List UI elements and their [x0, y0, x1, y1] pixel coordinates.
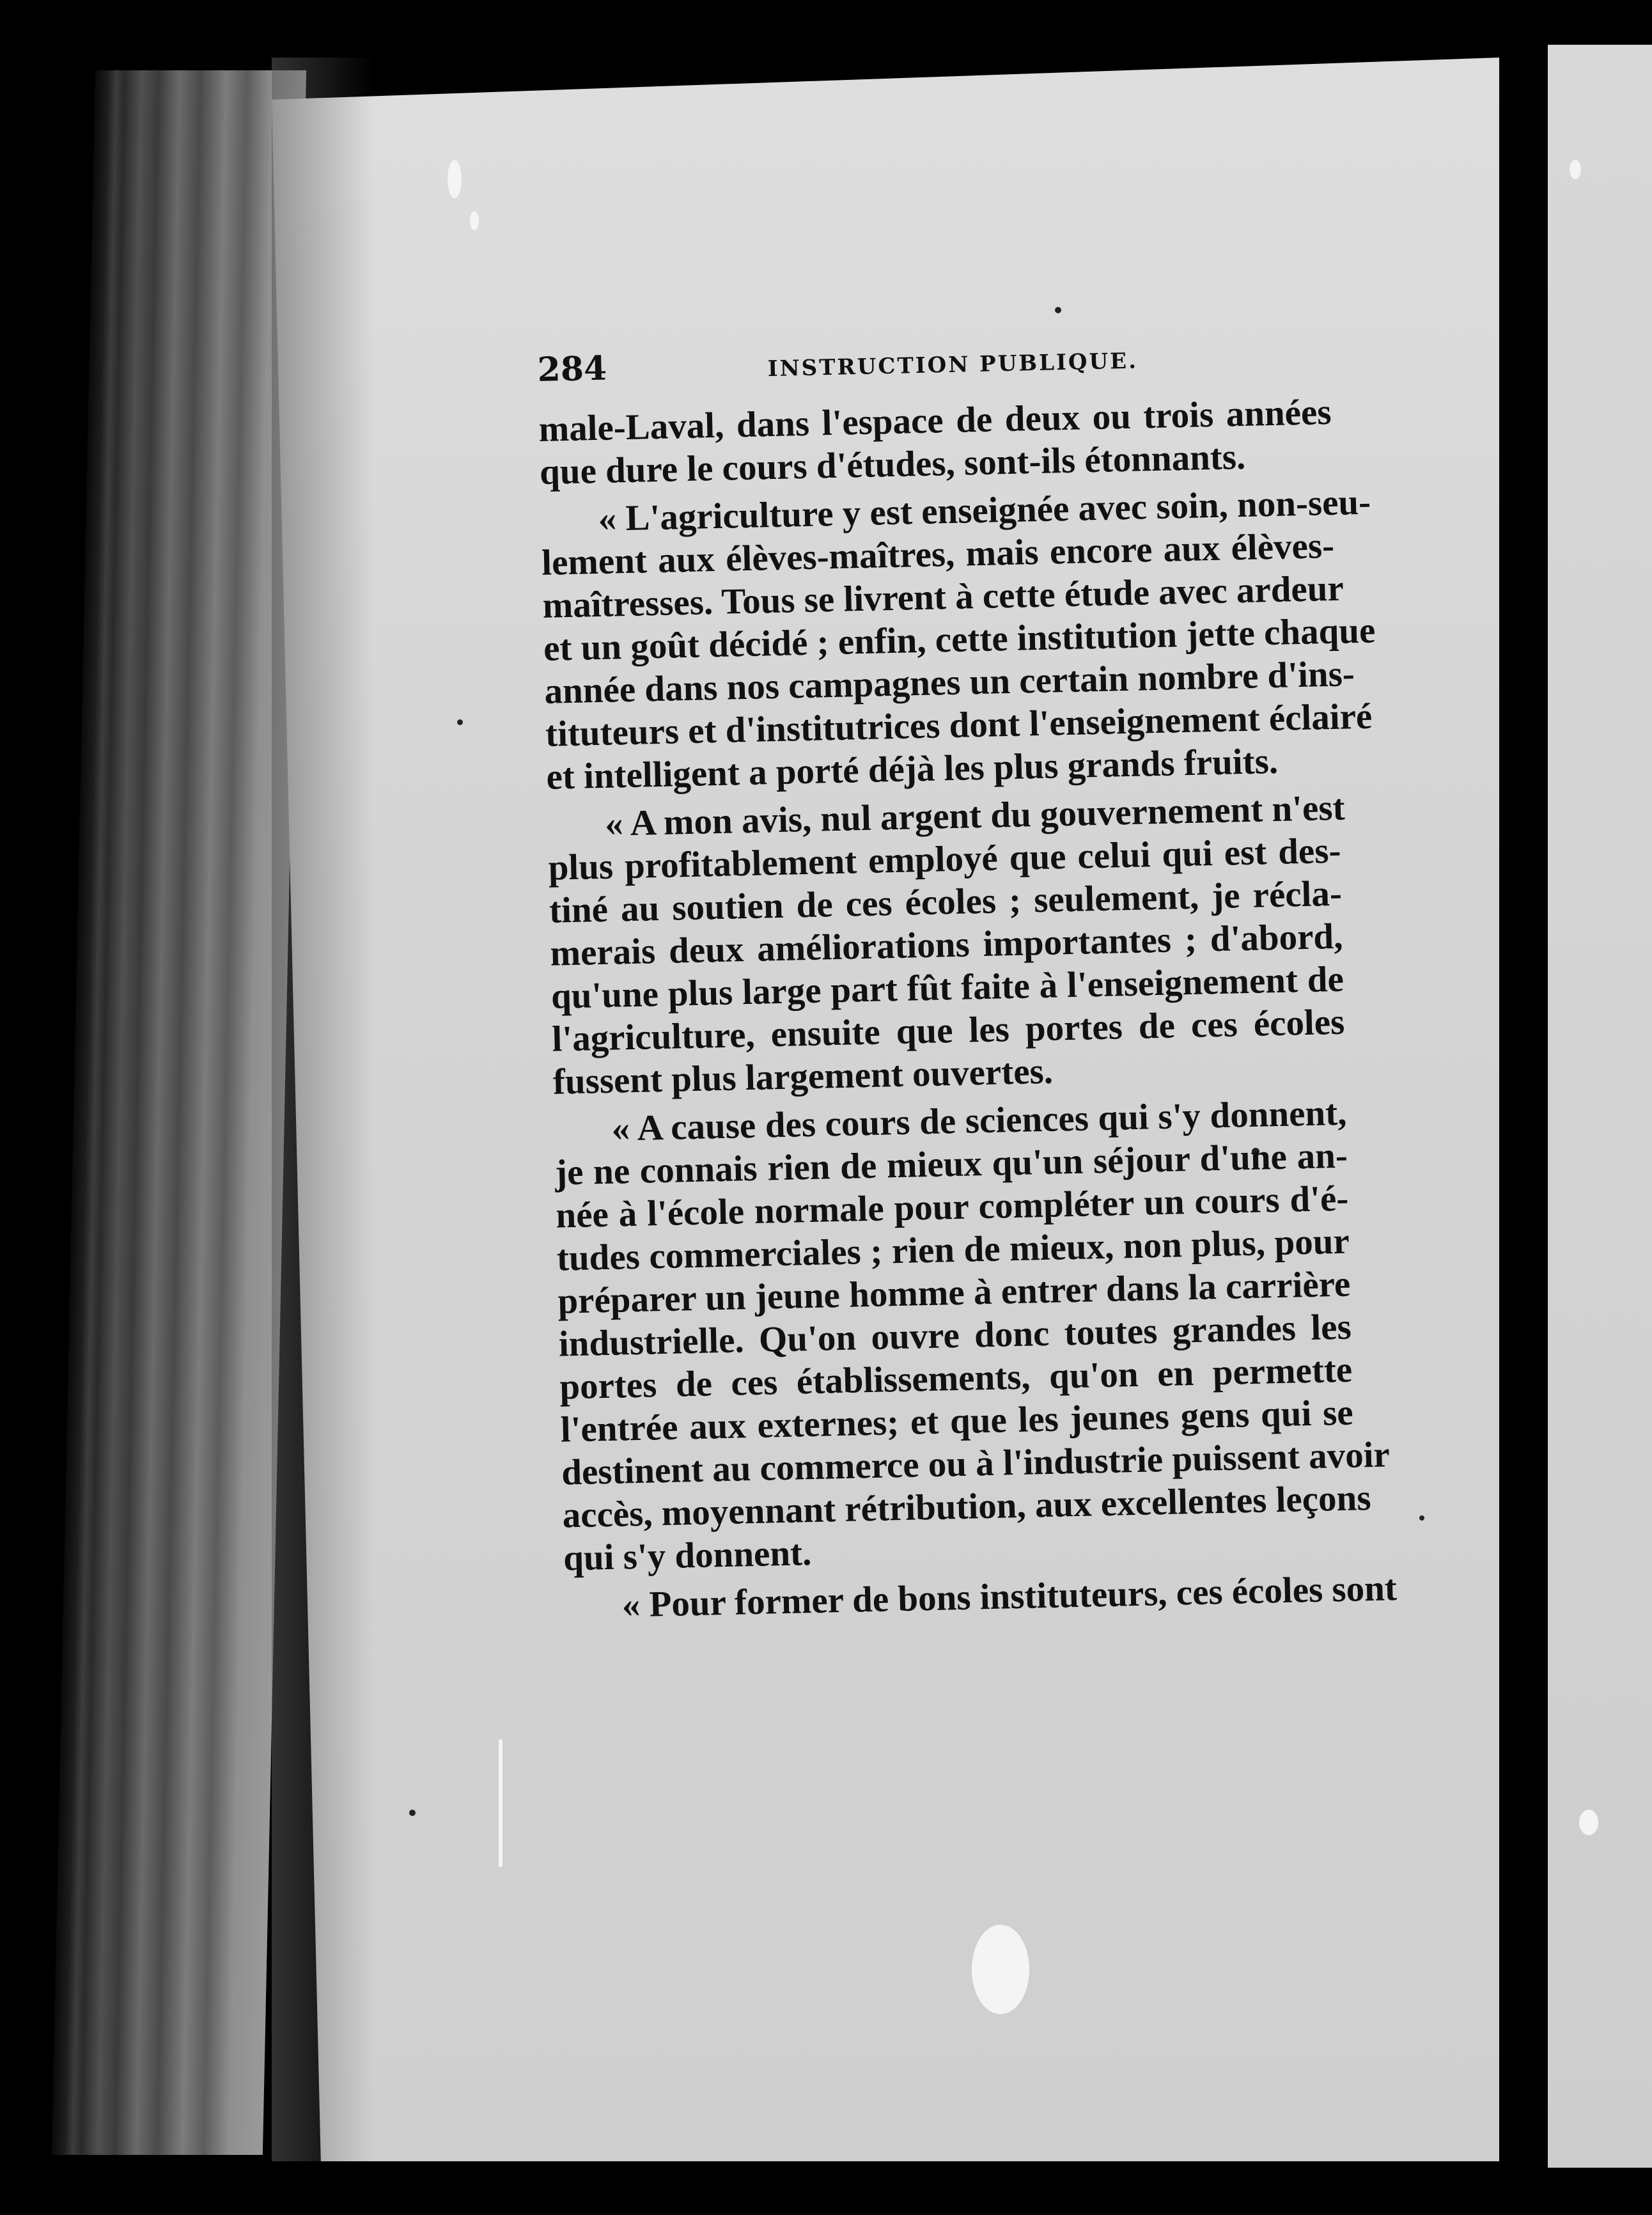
- paragraph: [554, 1090, 1421, 1579]
- paragraph: [547, 785, 1410, 1104]
- text-line: l'entrée aux externes; et que les jeunes gens qui se: [560, 1392, 1354, 1450]
- scan-speck: [499, 1739, 503, 1867]
- page-number: 284: [537, 348, 607, 389]
- text-line: qu'une plus large part fût faite à l'enseignement de: [550, 959, 1344, 1017]
- text-line: accès, moyennant rétribution, aux excellentes leçons: [562, 1477, 1372, 1536]
- book-page-edges: [52, 70, 306, 2155]
- text-line: « A cause des cours de sciences qui s'y donnent,: [611, 1092, 1347, 1149]
- text-line: portes de ces établissements, qu'on en permette: [559, 1349, 1353, 1407]
- text-line: merais deux améliorations importantes ; d'abord,: [549, 916, 1343, 974]
- scan-speck: [448, 160, 462, 198]
- text-line: male-Laval, dans l'espace de deux ou trois années: [538, 391, 1332, 450]
- text-line: lement aux élèves-maîtres, mais encore aux élèves-: [541, 525, 1335, 583]
- text-line: industrielle. Qu'on ouvre donc toutes grandes les: [558, 1306, 1352, 1365]
- text-line: qui s'y donnent.: [563, 1533, 812, 1579]
- scan-speck: [1055, 307, 1061, 313]
- text-line: destinent au commerce ou à l'industrie puissent avoir: [561, 1434, 1391, 1493]
- page-text-block: [537, 332, 1421, 1628]
- text-line: « A mon avis, nul argent du gouvernement n'est: [604, 787, 1346, 844]
- text-line: tudes commerciales ; rien de mieux, non plus, pour: [556, 1221, 1350, 1279]
- text-line: tiné au soutien de ces écoles ; seulement, je récla-: [549, 873, 1343, 931]
- text-line: que dure le cours d'études, sont-ils étonnants.: [539, 436, 1246, 492]
- text-line: je ne connais rien de mieux qu'un séjour d'une an-: [554, 1135, 1348, 1193]
- scan-speck: [470, 211, 479, 230]
- text-line: tituteurs et d'institutrices dont l'enseignement éclairé: [545, 696, 1373, 755]
- scan-speck: [1419, 1515, 1424, 1521]
- page-gutter-shadow: [272, 58, 374, 2161]
- text-line: fussent plus largement ouvertes.: [552, 1051, 1054, 1102]
- facing-page-strip: [1531, 45, 1652, 2168]
- text-line: née à l'école normale pour compléter un cours d'é-: [555, 1178, 1349, 1236]
- text-line: et un goût décidé ; enfin, cette institution jette chaque: [543, 610, 1376, 669]
- text-line: préparer un jeune homme à entrer dans la carrière: [557, 1264, 1351, 1322]
- text-line: l'agriculture, ensuite que les portes de ces écoles: [551, 1001, 1345, 1060]
- text-line: année dans nos campagnes un certain nombre d'ins-: [543, 654, 1355, 712]
- paragraph: [540, 480, 1403, 799]
- text-line: « L'agriculture y est enseignée avec soin, non-seu-: [598, 481, 1371, 539]
- scan-speck: [1579, 1810, 1598, 1835]
- scan-speck: [1570, 160, 1581, 179]
- scan-speck: [972, 1925, 1029, 2014]
- text-line: maîtresses. Tous se livrent à cette étude avec ardeur: [542, 568, 1344, 626]
- running-head: INSTRUCTION PUBLIQUE.: [767, 348, 1139, 382]
- text-line: plus profitablement employé que celui qui est des-: [547, 830, 1342, 888]
- text-line: et intelligent a porté déjà les plus grands fruits.: [545, 740, 1279, 797]
- text-line: « Pour former de bons instituteurs, ces écoles sont: [621, 1568, 1398, 1625]
- scan-speck: [409, 1810, 416, 1816]
- scan-speck: [457, 719, 463, 725]
